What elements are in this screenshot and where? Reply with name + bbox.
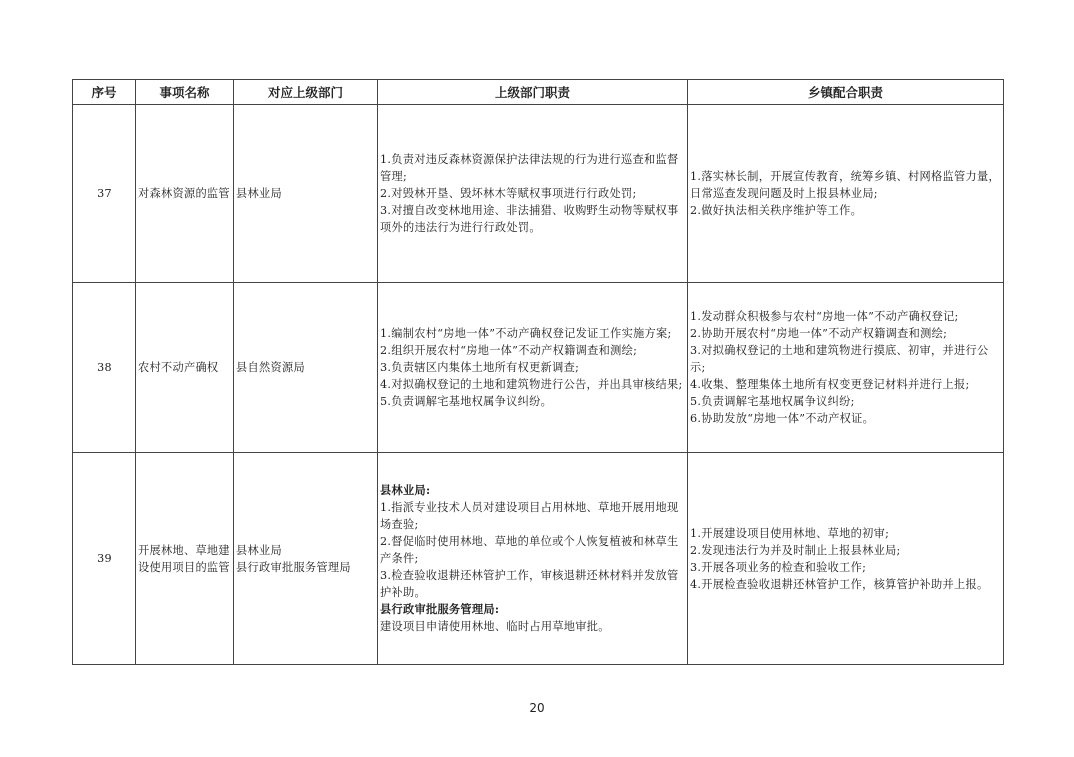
duty-line: 1.指派专业技术人员对建设项目占用林地、草地开展用地现场查验; xyxy=(380,501,679,531)
table-row xyxy=(73,283,1004,453)
duty-line: 5.负责调解宅基地权属争议纠纷; xyxy=(690,395,855,408)
duty-line: 4.开展检查验收退耕还林管护工作，核算管护补助并上报。 xyxy=(690,577,989,591)
header-row xyxy=(73,80,1004,105)
header-dept: 对应上级部门 xyxy=(234,80,378,105)
duty-table xyxy=(72,79,1004,665)
duty-line: 5.负责调解宅基地权属争议纠纷。 xyxy=(380,395,553,408)
duty-line: 4.收集、整理集体土地所有权变更登记材料并进行上报; xyxy=(690,378,970,391)
duty-line: 2.对毁林开垦、毁坏林木等赋权事项进行行政处罚; xyxy=(380,187,637,200)
duty-line: 2.发现违法行为并及时制止上报县林业局; xyxy=(690,543,901,557)
row-number: 38 xyxy=(73,283,136,453)
row-number: 39 xyxy=(73,453,136,665)
duty-line: 建设项目申请使用林地、临时占用草地审批。 xyxy=(380,620,610,633)
item-name: 农村不动产确权 xyxy=(136,283,234,453)
town-duty-cell xyxy=(688,453,1004,665)
duty-line: 3.负责辖区内集体土地所有权更新调查; xyxy=(380,361,580,374)
department-line: 县行政审批服务管理局 xyxy=(236,560,351,574)
duty-line: 3.检查验收退耕还林管护工作，审核退耕还林材料并发放管护补助。 xyxy=(380,569,679,599)
duty-line: 2.督促临时使用林地、草地的单位或个人恢复植被和林草生产条件; xyxy=(380,535,679,565)
town-duty-cell xyxy=(688,105,1004,283)
row-number: 37 xyxy=(73,105,136,283)
department xyxy=(234,453,378,665)
duty-line: 3.开展各项业务的检查和验收工作; xyxy=(690,560,867,574)
department: 县自然资源局 xyxy=(234,283,378,453)
town-duty-cell xyxy=(688,283,1004,453)
duty-line: 1.负责对违反森林资源保护法律法规的行为进行巡查和监督管理; xyxy=(380,153,679,183)
page-number: 20 xyxy=(529,701,545,715)
table-row xyxy=(73,105,1004,283)
table-row xyxy=(73,453,1004,665)
duty-line: 1.开展建设项目使用林地、草地的初审; xyxy=(690,526,890,540)
section-title: 县行政审批服务管理局: xyxy=(380,602,500,616)
header-name: 事项名称 xyxy=(136,80,234,105)
header-no: 序号 xyxy=(73,80,136,105)
duty-line: 2.协助开展农村“房地一体”不动产权籍调查和测绘; xyxy=(690,327,948,340)
header-town-duty: 乡镇配合职责 xyxy=(688,80,1004,105)
item-name: 对森林资源的监管 xyxy=(136,105,234,283)
upper-duty-cell xyxy=(378,105,688,283)
duty-line: 3.对拟确权登记的土地和建筑物进行摸底、初审，并进行公示; xyxy=(690,344,989,374)
section-title: 县林业局: xyxy=(380,483,431,497)
duty-line: 1.落实林长制，开展宣传教育，统筹乡镇、村网格监管力量，日常巡查发现问题及时上报县林业局; xyxy=(690,170,1000,200)
upper-duty-cell xyxy=(378,453,688,665)
duty-line: 4.对拟确权登记的土地和建筑物进行公告，并出具审核结果; xyxy=(380,378,683,391)
duty-line: 2.做好执法相关秩序维护等工作。 xyxy=(690,204,863,217)
department: 县林业局 xyxy=(234,105,378,283)
duty-line: 1.发动群众积极参与农村“房地一体”不动产确权登记; xyxy=(690,310,959,323)
header-upper-duty: 上级部门职责 xyxy=(378,80,688,105)
duty-line: 3.对擅自改变林地用途、非法捕猎、收购野生动物等赋权事项外的违法行为进行行政处罚。 xyxy=(380,204,679,234)
duty-line: 1.编制农村“房地一体”不动产确权登记发证工作实施方案; xyxy=(380,327,672,340)
upper-duty-cell xyxy=(378,283,688,453)
duty-line: 2.组织开展农村“房地一体”不动产权籍调查和测绘; xyxy=(380,344,638,357)
department-line: 县林业局 xyxy=(236,543,282,557)
item-name: 开展林地、草地建设使用项目的监管 xyxy=(136,453,234,665)
duty-line: 6.协助发放“房地一体”不动产权证。 xyxy=(690,412,875,425)
